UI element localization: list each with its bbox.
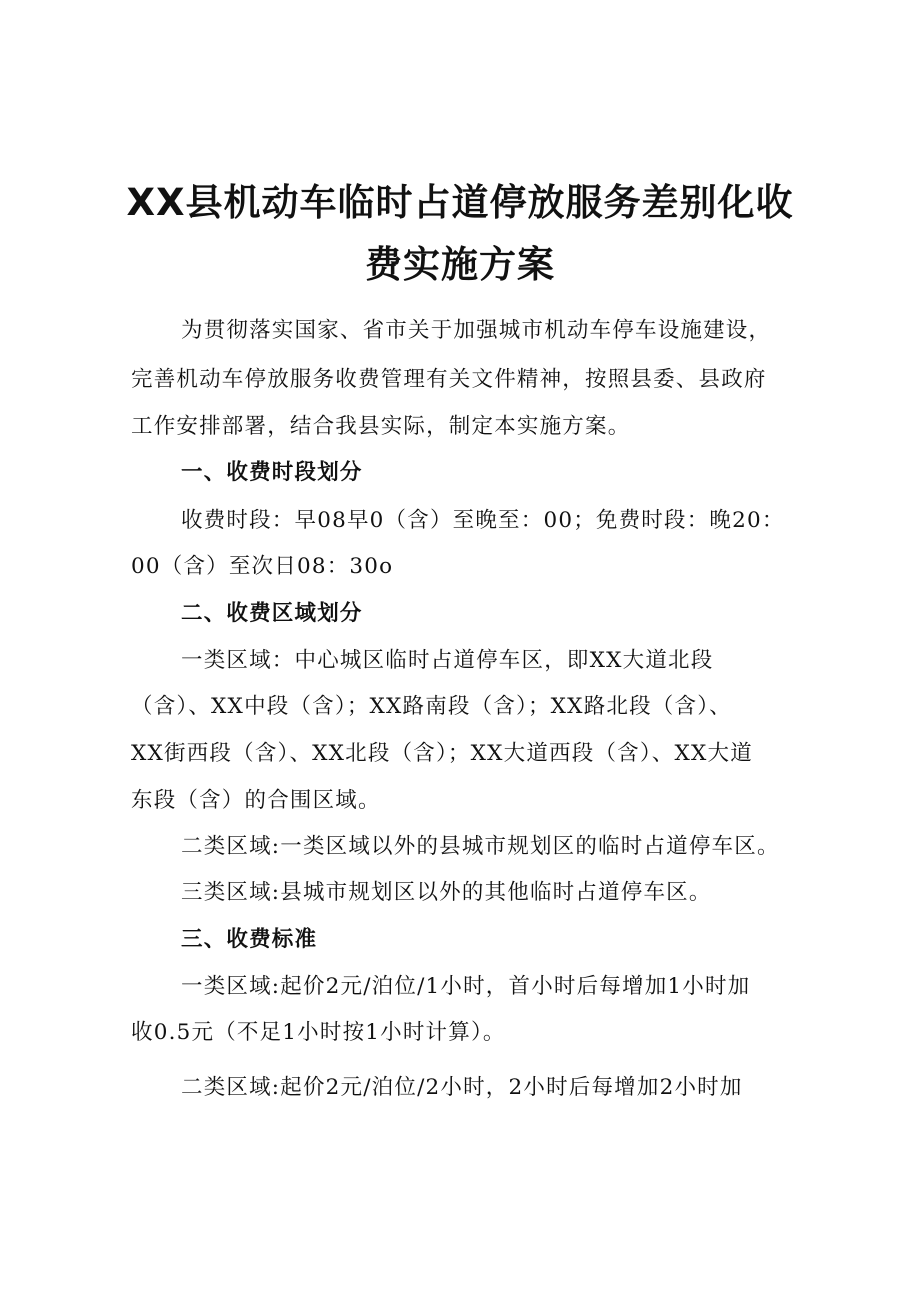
- section-2-zone-1-line-3: XX街西段（含）、XX北段（含）；XX大道西段（含）、XX大道: [131, 741, 753, 766]
- intro-line-3: 工作安排部署，结合我县实际，制定本实施方案。: [131, 414, 631, 439]
- section-2-zone-1-line-1: 一类区域：中心城区临时占道停车区，即XX大道北段: [181, 648, 714, 673]
- section-2-zone-3: 三类区域:县城市规划区以外的其他临时占道停车区。: [181, 880, 712, 905]
- section-1-line-2: 00（含）至次日08：30o: [131, 554, 394, 579]
- section-3-zone-1-line-2: 收0.5元（不足1小时按1小时计算）。: [131, 1020, 506, 1045]
- document-title-line-2: 费实施方案: [365, 243, 555, 286]
- section-3-zone-1-line-1: 一类区域:起价2元/泊位/1小时，首小时后每增加1小时加: [181, 974, 751, 999]
- intro-line-1: 为贯彻落实国家、省市关于加强城市机动车停车设施建设，: [181, 318, 772, 343]
- section-3-zone-2-line-1: 二类区域:起价2元/泊位/2小时，2小时后每增加2小时加: [181, 1075, 743, 1100]
- section-2-heading: 二、收费区域划分: [181, 601, 363, 626]
- section-2-zone-1-line-4: 东段（含）的合围区域。: [131, 788, 381, 813]
- section-1-heading: 一、收费时段划分: [181, 460, 363, 485]
- intro-line-2: 完善机动车停放服务收费管理有关文件精神，按照县委、县政府: [131, 367, 767, 392]
- section-1-line-1: 收费时段：早08早0（含）至晚至：00；免费时段：晚20：: [181, 508, 785, 533]
- section-2-zone-1-line-2: （含）、XX中段（含）；XX路南段（含）；XX路北段（含）、: [131, 694, 732, 719]
- section-2-zone-2: 二类区域:一类区域以外的县城市规划区的临时占道停车区。: [181, 834, 780, 859]
- section-3-heading: 三、收费标准: [181, 927, 318, 952]
- document-title-line-1: XX县机动车临时占道停放服务差别化收: [126, 181, 794, 224]
